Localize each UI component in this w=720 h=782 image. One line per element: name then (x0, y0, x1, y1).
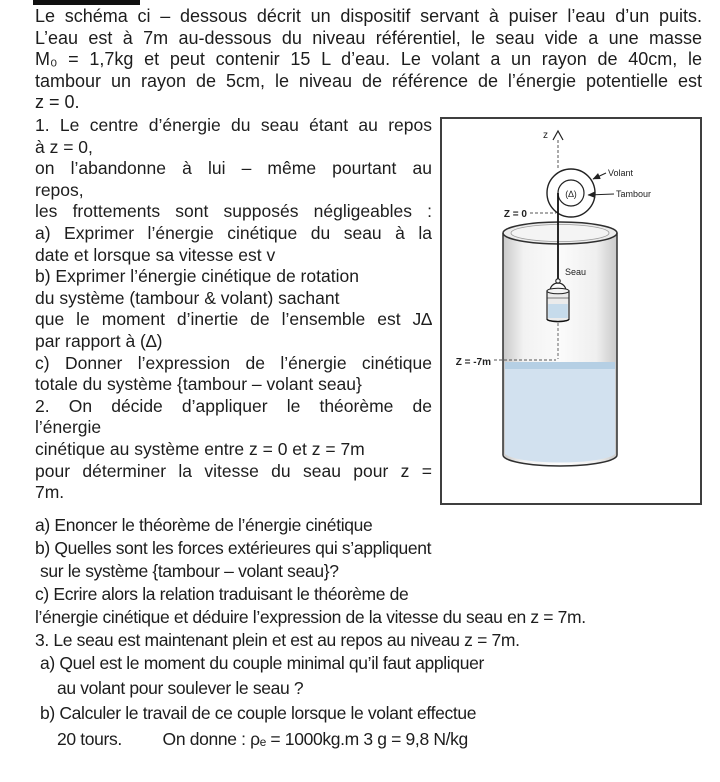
text-line: L’eau est à 7m au-dessous du niveau référentiel, le seau vide a une masse (35, 27, 702, 48)
text-line: l’énergie (35, 417, 102, 438)
text-line: du système (tambour & volant) sachant (35, 287, 340, 308)
text-line: 7m. (35, 482, 65, 503)
well-rim-inner (511, 225, 609, 242)
text-line: c) Donner l’expression de l’énergie cinétique (35, 352, 432, 373)
z-axis-label: z (543, 130, 548, 141)
question-block-3 (0, 651, 720, 752)
text-line: pour déterminer la vitesse du seau pour z = (35, 460, 432, 481)
text-line: l’énergie cinétique et déduire l’expression de la vitesse du seau en z = 7m. (35, 607, 586, 627)
top-rule (33, 0, 140, 5)
text-line: les frottements sont supposés négligeables : (35, 201, 432, 222)
text-line: 1. Le centre d’énergie du seau étant au repos (35, 115, 432, 135)
text-line: à z = 0, (35, 136, 93, 157)
text-line: que le moment d’inertie de l’ensemble est J∆ (35, 309, 432, 330)
text-line: cinétique au système entre z = 0 et z = 7m (35, 438, 365, 459)
text-line: 20 tours. On donne : ρₑ = 1000kg.m 3 g = 9,8 N/kg (57, 728, 468, 749)
question-block-2 (35, 514, 707, 652)
zm7-label: Z = -7m (455, 357, 491, 368)
text-line: par rapport à (∆) (35, 330, 163, 351)
tambour-label: Tambour (616, 189, 652, 199)
well-diagram (440, 117, 702, 505)
text-line: totale du système {tambour – volant seau} (35, 374, 362, 395)
text-line: date et lorsque sa vitesse est v (35, 244, 276, 265)
text-line: a) Exprimer l’énergie cinétique du seau à la (35, 222, 432, 243)
text-line: c) Ecrire alors la relation traduisant le théorème de (35, 584, 409, 604)
delta-axis-label: (∆) (565, 189, 577, 199)
text-line: 3. Le seau est maintenant plein et est au repos au niveau z = 7m. (35, 630, 520, 650)
volant-arrow-icon (593, 173, 606, 179)
water-surface (505, 362, 615, 369)
volant-label: Volant (608, 168, 634, 178)
text-line: a) Enoncer le théorème de l’énergie cinétique (35, 515, 373, 535)
z0-label: Z = 0 (503, 209, 527, 220)
question-column (35, 115, 432, 504)
text-line: sur le système {tambour – volant seau}? (40, 561, 339, 581)
text-line: au volant pour soulever le seau ? (57, 678, 304, 699)
z-axis-arrow-icon (553, 131, 563, 140)
text-line: repos, (35, 179, 84, 200)
bucket-water (548, 304, 568, 318)
text-line: 2. On décide d’appliquer le théorème de (35, 395, 432, 416)
text-line: tambour un rayon de 5cm, le niveau de référence de l’énergie potentielle est (35, 70, 702, 91)
well-schematic (442, 119, 700, 503)
bucket-rim (547, 288, 569, 294)
well-water (505, 362, 615, 463)
text-line: b) Quelles sont les forces extérieures qui s’appliquent (35, 538, 432, 558)
well (503, 222, 617, 466)
text-line: z = 0. (35, 92, 80, 113)
intro-paragraph (35, 6, 702, 114)
text-line: M₀ = 1,7kg et peut contenir 15 L d’eau. Le volant a un rayon de 40cm, le (35, 49, 702, 70)
text-line: b) Exprimer l’énergie cinétique de rotation (35, 266, 359, 287)
text-line: on l’abandonne à lui – même pourtant au (35, 158, 432, 179)
text-line: a) Quel est le moment du couple minimal qu’il faut appliquer (40, 653, 484, 673)
seau-label: Seau (565, 267, 587, 277)
text-line: b) Calculer le travail de ce couple lorsque le volant effectue (40, 703, 477, 724)
text-line: Le schéma ci – dessous décrit un dispositif servant à puiser l’eau d’un puits. (35, 6, 702, 26)
